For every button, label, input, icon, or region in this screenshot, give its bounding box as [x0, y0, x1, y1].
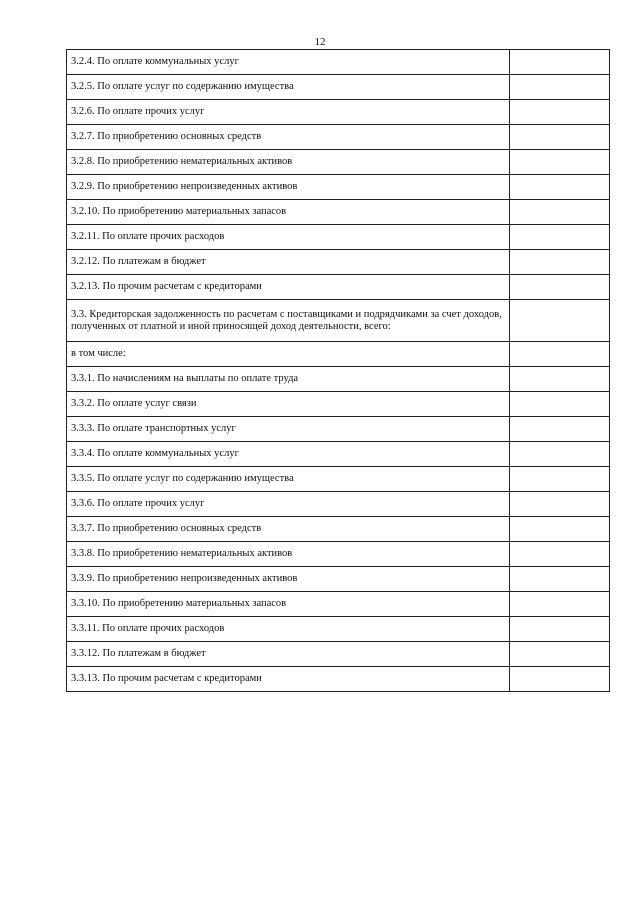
row-label: 3.2.7. По приобретению основных средств — [67, 125, 510, 150]
row-label: 3.2.5. По оплате услуг по содержанию имущества — [67, 75, 510, 100]
row-label: 3.3.8. По приобретению нематериальных активов — [67, 542, 510, 567]
row-label: 3.3.6. По оплате прочих услуг — [67, 492, 510, 517]
row-value-cell — [510, 300, 610, 342]
table-row — [67, 517, 610, 542]
row-value-cell — [510, 617, 610, 642]
row-value-cell — [510, 567, 610, 592]
section-header-label: 3.3. Кредиторская задолженность по расчетам с поставщиками и подрядчиками за счет доходов, полученных от платной и иной приносящей доход деятельности, всего: — [67, 300, 510, 342]
row-value-cell — [510, 392, 610, 417]
table-row — [67, 367, 610, 392]
row-value-cell — [510, 75, 610, 100]
row-value-cell — [510, 592, 610, 617]
row-label: 3.3.5. По оплате услуг по содержанию имущества — [67, 467, 510, 492]
table-row — [67, 467, 610, 492]
row-value-cell — [510, 275, 610, 300]
table-row — [67, 125, 610, 150]
row-label: 3.3.9. По приобретению непроизведенных активов — [67, 567, 510, 592]
row-label: 3.3.1. По начислениям на выплаты по оплате труда — [67, 367, 510, 392]
row-value-cell — [510, 417, 610, 442]
row-label: 3.2.10. По приобретению материальных запасов — [67, 200, 510, 225]
row-value-cell — [510, 225, 610, 250]
row-value-cell — [510, 342, 610, 367]
row-label: 3.3.2. По оплате услуг связи — [67, 392, 510, 417]
row-value-cell — [510, 200, 610, 225]
table-row — [67, 250, 610, 275]
table-row — [67, 492, 610, 517]
row-label: 3.2.6. По оплате прочих услуг — [67, 100, 510, 125]
row-value-cell — [510, 175, 610, 200]
row-value-cell — [510, 50, 610, 75]
row-label: 3.3.10. По приобретению материальных запасов — [67, 592, 510, 617]
row-value-cell — [510, 442, 610, 467]
table-row — [67, 617, 610, 642]
row-label: 3.3.12. По платежам в бюджет — [67, 642, 510, 667]
row-value-cell — [510, 642, 610, 667]
row-label: в том числе: — [67, 342, 510, 367]
table-row-section-header — [67, 300, 610, 342]
row-label: 3.2.11. По оплате прочих расходов — [67, 225, 510, 250]
row-value-cell — [510, 542, 610, 567]
table-row — [67, 392, 610, 417]
table-row — [67, 642, 610, 667]
table-row — [67, 667, 610, 692]
table-row — [67, 542, 610, 567]
row-value-cell — [510, 492, 610, 517]
creditor-debt-table — [66, 49, 610, 692]
row-value-cell — [510, 150, 610, 175]
table-row — [67, 150, 610, 175]
row-value-cell — [510, 125, 610, 150]
row-value-cell — [510, 517, 610, 542]
table-row — [67, 567, 610, 592]
row-value-cell — [510, 367, 610, 392]
page-number: 12 — [314, 36, 326, 48]
table-row — [67, 417, 610, 442]
table-row — [67, 225, 610, 250]
table-row — [67, 50, 610, 75]
row-label: 3.3.4. По оплате коммунальных услуг — [67, 442, 510, 467]
table-row — [67, 200, 610, 225]
row-label: 3.2.13. По прочим расчетам с кредиторами — [67, 275, 510, 300]
row-label: 3.2.4. По оплате коммунальных услуг — [67, 50, 510, 75]
row-value-cell — [510, 250, 610, 275]
row-value-cell — [510, 667, 610, 692]
table-row — [67, 75, 610, 100]
table-row — [67, 175, 610, 200]
table-row — [67, 100, 610, 125]
row-label: 3.3.11. По оплате прочих расходов — [67, 617, 510, 642]
row-label: 3.3.13. По прочим расчетам с кредиторами — [67, 667, 510, 692]
row-label: 3.3.7. По приобретению основных средств — [67, 517, 510, 542]
table-row — [67, 592, 610, 617]
table-row — [67, 442, 610, 467]
row-value-cell — [510, 467, 610, 492]
row-label: 3.2.12. По платежам в бюджет — [67, 250, 510, 275]
row-label: 3.2.9. По приобретению непроизведенных активов — [67, 175, 510, 200]
row-label: 3.2.8. По приобретению нематериальных активов — [67, 150, 510, 175]
row-value-cell — [510, 100, 610, 125]
table-row — [67, 275, 610, 300]
row-label: 3.3.3. По оплате транспортных услуг — [67, 417, 510, 442]
table-row — [67, 342, 610, 367]
